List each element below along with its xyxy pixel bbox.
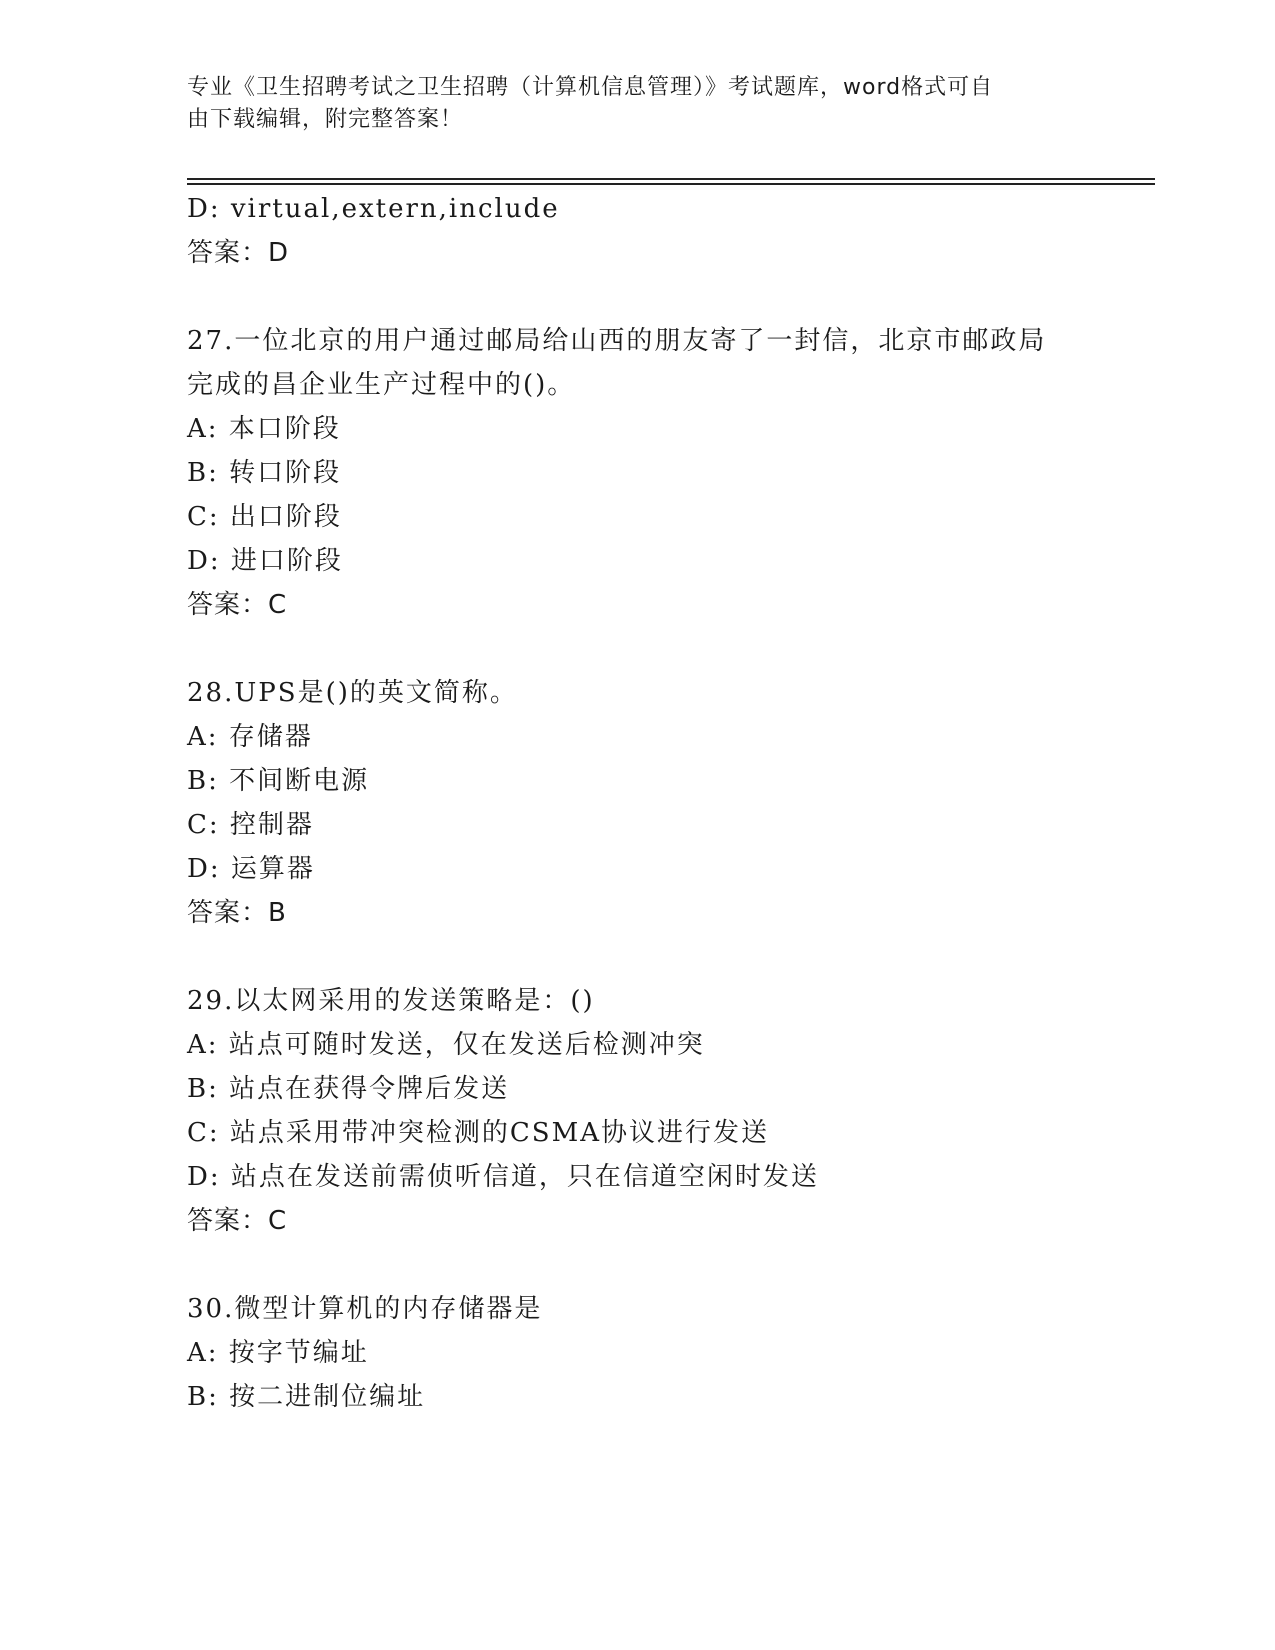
q29-option-b: B: 站点在获得令牌后发送 — [187, 1074, 510, 1104]
q28-option-b: B: 不间断电源 — [187, 766, 370, 796]
q27-option-b: B: 转口阶段 — [187, 458, 342, 488]
header-rule-top — [187, 178, 1155, 180]
q30-option-b: B: 按二进制位编址 — [187, 1382, 426, 1412]
q28-stem: 28.UPS是()的英文简称。 — [187, 678, 518, 708]
q28-option-c: C: 控制器 — [187, 810, 314, 840]
header-rule-bottom — [187, 183, 1155, 185]
header-line-1: 专业《卫生招聘考试之卫生招聘（计算机信息管理）》考试题库，word格式可自 — [187, 75, 994, 100]
q28-option-d: D: 运算器 — [187, 854, 315, 884]
q30-option-a: A: 按字节编址 — [187, 1338, 369, 1368]
q28-option-a: A: 存储器 — [187, 722, 313, 752]
q28-answer: 答案：B — [187, 898, 287, 928]
header-line-2: 由下载编辑，附完整答案！ — [187, 107, 464, 132]
q30-stem: 30.微型计算机的内存储器是 — [187, 1294, 543, 1324]
q26-answer: 答案：D — [187, 238, 290, 268]
q29-answer: 答案：C — [187, 1206, 288, 1236]
q27-answer: 答案：C — [187, 590, 288, 620]
q26-option-d: D: virtual,extern,include — [187, 194, 560, 224]
q29-option-d: D: 站点在发送前需侦听信道，只在信道空闲时发送 — [187, 1162, 819, 1192]
q27-stem-line-1: 27.一位北京的用户通过邮局给山西的朋友寄了一封信，北京市邮政局 — [187, 326, 1047, 356]
q27-option-a: A: 本口阶段 — [187, 414, 341, 444]
q27-option-c: C: 出口阶段 — [187, 502, 342, 532]
q29-stem: 29.以太网采用的发送策略是：() — [187, 986, 595, 1016]
q27-stem-line-2: 完成的昌企业生产过程中的()。 — [187, 370, 576, 400]
document-header — [187, 72, 1067, 136]
q27-option-d: D: 进口阶段 — [187, 546, 343, 576]
q29-option-c: C: 站点采用带冲突检测的CSMA协议进行发送 — [187, 1118, 770, 1148]
q29-option-a: A: 站点可随时发送，仅在发送后检测冲突 — [187, 1030, 705, 1060]
